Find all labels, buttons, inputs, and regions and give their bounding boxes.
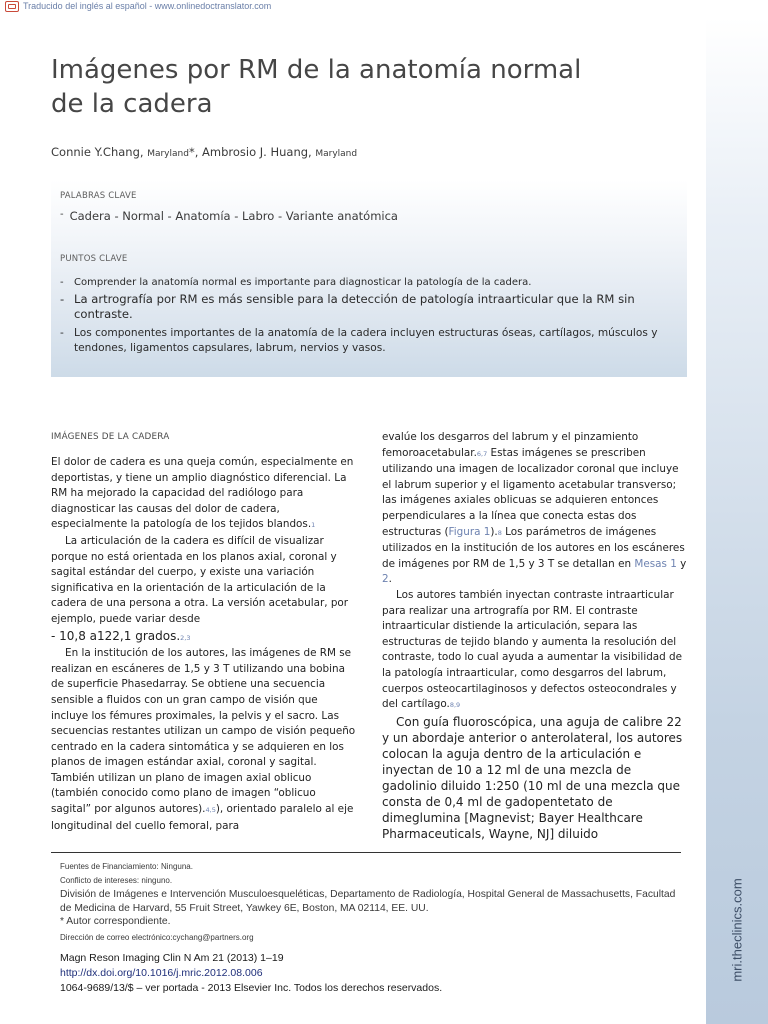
translator-logo-icon [5, 1, 19, 12]
reference-link[interactable]: 4,5 [205, 806, 216, 815]
conflict-note: Conflicto de intereses: ninguno. [60, 876, 173, 885]
email-note[interactable]: Dirección de correo electrónico:cychang@partners.org [60, 933, 254, 942]
figure-link[interactable]: Figura 1 [448, 525, 491, 538]
paragraph: Con guía fluoroscópica, una aguja de calibre 22 y un abordaje anterior o anterolateral, los autores colocan la aguja dentro de la articulación e inyectan de 10 a 12 ml de una mezcla de gadolinio diluido 1:250 (10 ml de una mezcla que consta de 0,4 ml de gadopentetato de dimeglumina [Magnevist; Bayer Healthcare Pharmaceuticals, Wayne, NJ] diluido [382, 714, 683, 841]
paragraph: Los autores también inyectan contraste intraarticular para realizar una artrografía por RM. El contraste intraarticular distiende la articulación, separa las estructuras de tejido blando y aumenta la resolución del contraste, todo lo cual ayuda a aumentar la visibilidad de la patología intraarticular, como desgarros del labrum, cuerpos osteocartilaginosos y defectos osteocondrales y del cartílago.8,9 [382, 588, 683, 711]
paragraph: La articulación de la cadera es difícil de visualizar porque no está orientada en los planos axial, coronal y sagital estándar del cuerpo, y existe una variación significativa en la orientación de la articulación de la cadera de una persona a otra. La versión acetabular, por ejemplo, puede variar desde - 10,8 a122,1 grados.2,3 [51, 534, 349, 643]
paragraph: El dolor de cadera es una queja común, especialmente en deportistas, y tiene un amplio diagnóstico diferencial. La RM ha mejorado la capacidad del radiólogo para diagnosticar las causas del dolor de cadera, especialmente la patología de los tejidos blandos.1 [51, 456, 354, 531]
journal-url: mri.theclinics.com [729, 878, 745, 982]
table-link[interactable]: 2 [382, 573, 389, 586]
copyright-line: 1064-9689/13/$ – ver portada - 2013 Elsevier Inc. Todos los derechos reservados. [60, 982, 443, 994]
reference-link[interactable]: 1 [311, 521, 316, 530]
key-point: - Los componentes importantes de la anatomía de la cadera incluyen estructuras óseas, cartílagos, músculos y tendones, ligamentos capsulares, labrum, nervios y vasos. [60, 326, 670, 356]
key-point: - Comprender la anatomía normal es importante para diagnosticar la patología de la cadera. [60, 276, 670, 290]
footnote-divider [51, 852, 681, 853]
affiliation-note: División de Imágenes e Intervención Musculoesqueléticas, Departamento de Radiología, Hospital General de Massachusetts, Facultad de Medicina de Harvard, 55 Fruit Street, Yawkey 6E, Boston, MA 02114, EE. UU. [60, 889, 676, 914]
translator-banner-text[interactable]: Traducido del inglés al español - www.onlinedoctranslator.com [23, 1, 272, 11]
citation-block [60, 951, 442, 996]
body-column-left [51, 455, 358, 834]
keywords-list: - Cadera - Normal - Anatomía - Labro - Variante anatómica [60, 209, 398, 223]
journal-sidebar [706, 17, 768, 1024]
corresponding-author-note: * Autor correspondiente. [60, 916, 171, 927]
key-points-label: PUNTOS CLAVE [60, 254, 128, 264]
section-heading: IMÁGENES DE LA CADERA [51, 432, 170, 442]
doi-link[interactable]: http://dx.doi.org/10.1016/j.mric.2012.08.006 [60, 967, 263, 979]
paragraph: En la institución de los autores, las imágenes de RM se realizan en escáneres de 1,5 y 3 T utilizando una bobina de superficie Phasedarray. Se obtiene una secuencia sensible a fluidos con un gran campo de visión que incluye los fémures proximales, la pelvis y el sacro. Las secuencias restantes utilizan un campo de visión pequeño centrado en la cadera sintomática y se adquieren en los planos de imagen estándar axial, coronal y sagital. También utilizan un plano de imagen axial oblicuo (también conocido como plano de imagen “oblicuo sagital” por algunos autores).4,5), orientado paralelo al eje longitudinal del cuello femoral, para [51, 647, 356, 832]
translator-banner[interactable] [5, 0, 271, 12]
article-title: Imágenes por RM de la anatomía normal de la cadera [51, 55, 582, 119]
paragraph: evalúe los desgarros del labrum y el pinzamiento femoroacetabular.6,7 Estas imágenes se prescriben utilizando una imagen de localizador coronal que incluye el labrum superior y el ligamento acetabular transverso; las imágenes axiales oblicuas se adquieren entonces perpendiculares a la línea que conecta estas dos estructuras (Figura 1).8 Los parámetros de imágenes utilizados en la institución de los autores en los escáneres de imágenes por RM de 1,5 y 3 T se detallan en Mesas 1 y 2. [382, 431, 687, 586]
funding-note: Fuentes de Financiamiento: Ninguna. [60, 862, 193, 871]
keywords-keypoints-box [51, 180, 687, 377]
key-points-list [60, 276, 670, 356]
reference-link[interactable]: 8,9 [449, 701, 461, 710]
body-column-right [382, 430, 688, 842]
author-line: Connie Y.Chang, Maryland*, Ambrosio J. Huang, Maryland [51, 145, 358, 159]
reference-link[interactable]: 6,7 [476, 449, 488, 458]
key-point: - La artrografía por RM es más sensible para la detección de patología intraarticular que la RM sin contraste. [60, 292, 670, 322]
table-link[interactable]: Mesas 1 [634, 557, 677, 570]
reference-link[interactable]: 8 [497, 528, 502, 537]
keywords-label: PALABRAS CLAVE [60, 191, 137, 201]
reference-link[interactable]: 2,3 [180, 633, 191, 642]
journal-citation: Magn Reson Imaging Clin N Am 21 (2013) 1–19 [60, 952, 284, 964]
